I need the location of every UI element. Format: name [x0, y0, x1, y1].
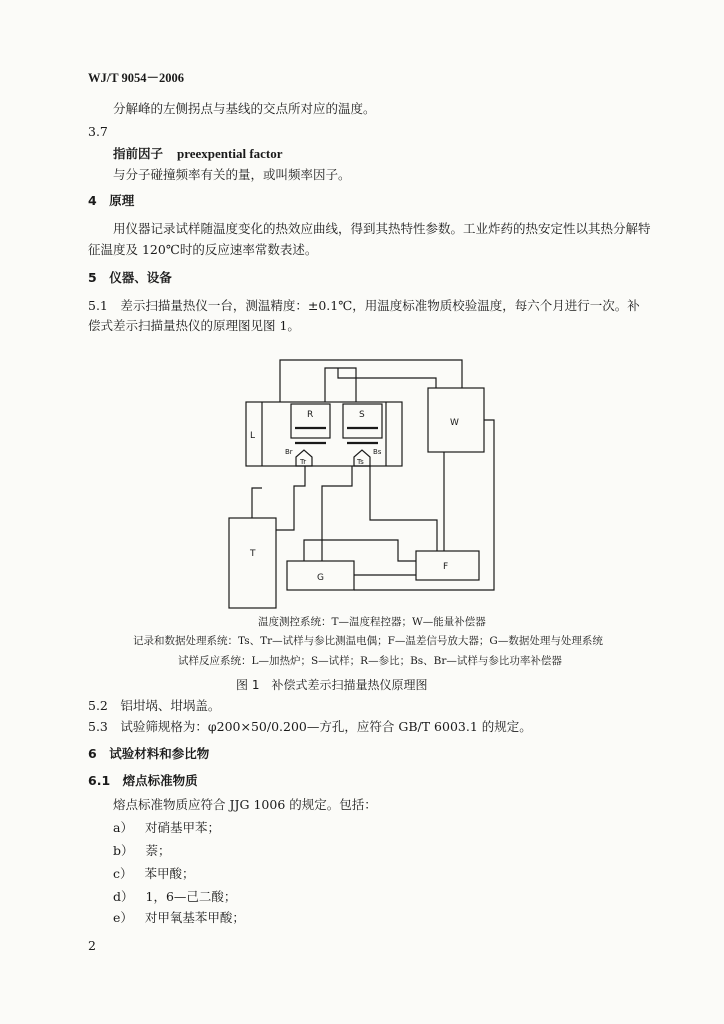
section-5-2: 5.2 铝坩埚、坩埚盖。	[88, 698, 221, 713]
label-t: T	[250, 549, 256, 559]
section-3-7-number: 3.7	[88, 124, 108, 139]
list-item	[113, 910, 245, 926]
list-item	[113, 820, 220, 836]
list-text: 萘；	[145, 843, 171, 858]
wire-g-to-f	[304, 540, 416, 561]
figure-caption-line-1: 温度测控系统：T—温度程控器；W—能量补偿器	[258, 616, 486, 628]
thermocouple-tr-housing	[296, 450, 312, 466]
term-chinese: 指前因子	[113, 146, 164, 161]
sample-cell	[343, 404, 382, 438]
section-4-line-1: 用仪器记录试样随温度变化的热效应曲线，得到其热特性参数。工业炸药的热安定性以其热分解特	[113, 221, 651, 236]
list-item	[113, 889, 236, 905]
label-r: R	[307, 410, 314, 420]
list-text: 1，6—己二酸；	[145, 889, 237, 904]
wire-ts-to-g	[322, 466, 352, 561]
section-4-line-2: 征温度及 120℃时的反应速率常数表述。	[88, 242, 318, 257]
document-code-header: WJ/T 9054－2006	[88, 71, 184, 85]
label-f: F	[443, 562, 449, 572]
wire-w-to-g	[354, 420, 494, 590]
list-text: 对硝基甲苯；	[144, 820, 220, 835]
label-w: W	[450, 418, 459, 428]
term-english: preexpential factor	[177, 146, 283, 161]
list-marker: d）	[113, 889, 134, 904]
label-s: S	[359, 410, 365, 420]
label-bs: Bs	[373, 448, 382, 456]
label-ts: Ts	[357, 458, 364, 466]
reference-cell	[291, 404, 330, 438]
figure-caption-line-3: 试样反应系统：L—加热炉；S—试样；R—参比；Bs、Br—试样与参比功率补偿器	[178, 655, 562, 667]
section-6-title: 6 试验材料和参比物	[88, 746, 210, 761]
wire-cells-link	[325, 368, 356, 402]
label-l: L	[250, 431, 256, 441]
figure-title: 图 1 补偿式差示扫描量热仪原理图	[236, 678, 428, 692]
wire-ts-to-f	[370, 466, 437, 551]
list-item	[113, 866, 195, 882]
section-5-1-line-1: 5.1 差示扫描量热仪一台，测温精度：±0.1℃，用温度标准物质校验温度，每六个月进行一次。补	[88, 298, 640, 313]
energy-compensator-box	[428, 388, 484, 452]
amplifier-box	[416, 551, 479, 580]
section-5-1-line-2: 偿式差示扫描量热仪的原理图见图 1。	[88, 318, 300, 333]
label-br: Br	[285, 448, 293, 456]
list-marker: a）	[113, 820, 133, 835]
furnace-box	[246, 402, 402, 466]
list-marker: c）	[113, 866, 133, 881]
list-marker: b）	[113, 843, 134, 858]
list-text: 苯甲酸；	[144, 866, 195, 881]
temperature-controller-box	[229, 518, 276, 608]
list-text: 对甲氧基苯甲酸；	[144, 910, 245, 925]
section-5-3: 5.3 试验筛规格为：φ200×50/0.200—方孔，应符合 GB/T 6003.1 的规定。	[88, 719, 532, 734]
wire-w-top-outer	[280, 360, 462, 402]
thermocouple-ts-housing	[354, 450, 370, 466]
section-4-title: 4 原理	[88, 193, 135, 208]
wire-cells-to-w	[338, 368, 436, 388]
list-item	[113, 843, 171, 859]
figure-caption-line-2: 记录和数据处理系统：Ts、Tr—试样与参比测温电偶；F—温差信号放大器；G—数据处理与处理系统	[133, 635, 603, 647]
section-6-1-title: 6.1 熔点标准物质	[88, 773, 198, 788]
list-marker: e）	[113, 910, 133, 925]
wire-tr-to-t	[276, 466, 305, 530]
section-3-7-definition: 与分子碰撞频率有关的量，或叫频率因子。	[113, 167, 351, 182]
section-5-title: 5 仪器、设备	[88, 270, 172, 285]
label-g: G	[317, 573, 324, 583]
section-6-1-intro: 熔点标准物质应符合 JJG 1006 的规定。包括：	[113, 797, 377, 812]
page-number: 2	[88, 938, 96, 953]
paragraph-decomposition-temp: 分解峰的左侧拐点与基线的交点所对应的温度。	[113, 101, 376, 116]
label-tr: Tr	[300, 458, 307, 466]
wire-furnace-to-t	[252, 488, 262, 518]
section-3-7-term	[113, 146, 283, 162]
data-processor-box	[287, 561, 354, 590]
